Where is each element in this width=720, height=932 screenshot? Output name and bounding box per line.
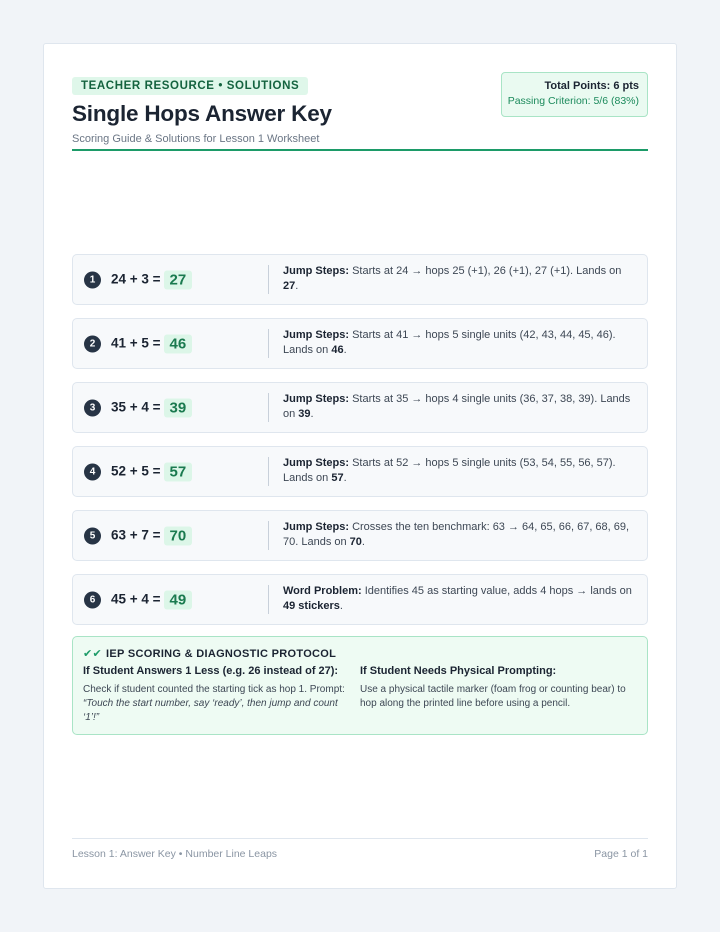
problem-number: 1 bbox=[84, 271, 101, 288]
row-divider bbox=[268, 329, 269, 358]
problem-expression: 45 + 4 = 49 bbox=[111, 590, 192, 609]
problem-row bbox=[72, 254, 648, 305]
double-check-icon: ✔✔ bbox=[83, 648, 103, 660]
solution-explanation: Word Problem: Identifies 45 as starting value, adds 4 hops → lands on 49 stickers. bbox=[283, 585, 632, 612]
problem-number: 2 bbox=[84, 335, 101, 352]
page-footer bbox=[72, 838, 648, 860]
problem-row bbox=[72, 446, 648, 497]
answer-value: 27 bbox=[164, 270, 193, 289]
row-divider bbox=[268, 457, 269, 486]
iep-column-one-less bbox=[83, 665, 360, 725]
page-subtitle: Scoring Guide & Solutions for Lesson 1 Worksheet bbox=[72, 133, 320, 145]
iep-columns bbox=[83, 665, 637, 725]
solution-explanation: Jump Steps: Starts at 52 → hops 5 single units (53, 54, 55, 56, 57). Lands on 57. bbox=[283, 457, 616, 484]
iep-text-one-less: Check if student counted the starting tick as hop 1. Prompt: “Touch the start number, say ‘ready’, then jump and count ‘1’!” bbox=[83, 684, 345, 723]
problem-row bbox=[72, 574, 648, 625]
iep-heading-one-less: If Student Answers 1 Less (e.g. 26 instead of 27): bbox=[83, 665, 339, 677]
answer-value: 46 bbox=[164, 334, 193, 353]
problem-number: 4 bbox=[84, 463, 101, 480]
iep-text-physical: Use a physical tactile marker (foam frog or counting bear) to hop along the printed line before using a pencil. bbox=[360, 684, 626, 709]
page-header bbox=[72, 76, 648, 151]
total-points: Total Points: 6 pts bbox=[544, 80, 639, 92]
problem-row bbox=[72, 318, 648, 369]
answer-value: 70 bbox=[164, 526, 193, 545]
problem-row bbox=[72, 382, 648, 433]
answer-value: 57 bbox=[164, 462, 193, 481]
problem-list bbox=[72, 254, 648, 638]
row-divider bbox=[268, 393, 269, 422]
solution-explanation: Jump Steps: Crosses the ten benchmark: 63 → 64, 65, 66, 67, 68, 69, 70. Lands on 70. bbox=[283, 521, 630, 548]
solution-explanation: Jump Steps: Starts at 24 → hops 25 (+1), 26 (+1), 27 (+1). Lands on 27. bbox=[283, 265, 622, 292]
page-number: Page 1 of 1 bbox=[594, 848, 648, 860]
solution-explanation: Jump Steps: Starts at 41 → hops 5 single units (42, 43, 44, 45, 46). Lands on 46. bbox=[283, 329, 616, 356]
row-divider bbox=[268, 265, 269, 294]
iep-protocol-box bbox=[72, 636, 648, 735]
row-divider bbox=[268, 521, 269, 550]
problem-expression: 52 + 5 = 57 bbox=[111, 462, 192, 481]
iep-column-physical-prompting bbox=[360, 665, 637, 725]
footer-lesson-label: Lesson 1: Answer Key • Number Line Leaps bbox=[72, 848, 278, 860]
points-summary-box bbox=[501, 72, 648, 117]
solution-explanation: Jump Steps: Starts at 35 → hops 4 single units (36, 37, 38, 39). Lands on 39. bbox=[283, 393, 631, 420]
worksheet-page bbox=[43, 43, 677, 889]
problem-row bbox=[72, 510, 648, 561]
problem-number: 6 bbox=[84, 591, 101, 608]
resource-badge: TEACHER RESOURCE • SOLUTIONS bbox=[72, 77, 308, 95]
answer-value: 49 bbox=[164, 590, 193, 609]
problem-expression: 63 + 7 = 70 bbox=[111, 526, 192, 545]
passing-criterion: Passing Criterion: 5/6 (83%) bbox=[507, 95, 639, 107]
problem-expression: 35 + 4 = 39 bbox=[111, 398, 192, 417]
problem-number: 3 bbox=[84, 399, 101, 416]
problem-expression: 24 + 3 = 27 bbox=[111, 270, 192, 289]
iep-heading-physical: If Student Needs Physical Prompting: bbox=[360, 665, 557, 677]
iep-title: ✔✔ IEP SCORING & DIAGNOSTIC PROTOCOL bbox=[83, 648, 337, 660]
problem-number: 5 bbox=[84, 527, 101, 544]
answer-value: 39 bbox=[164, 398, 193, 417]
row-divider bbox=[268, 585, 269, 614]
page-title: Single Hops Answer Key bbox=[72, 101, 332, 126]
problem-expression: 41 + 5 = 46 bbox=[111, 334, 192, 353]
